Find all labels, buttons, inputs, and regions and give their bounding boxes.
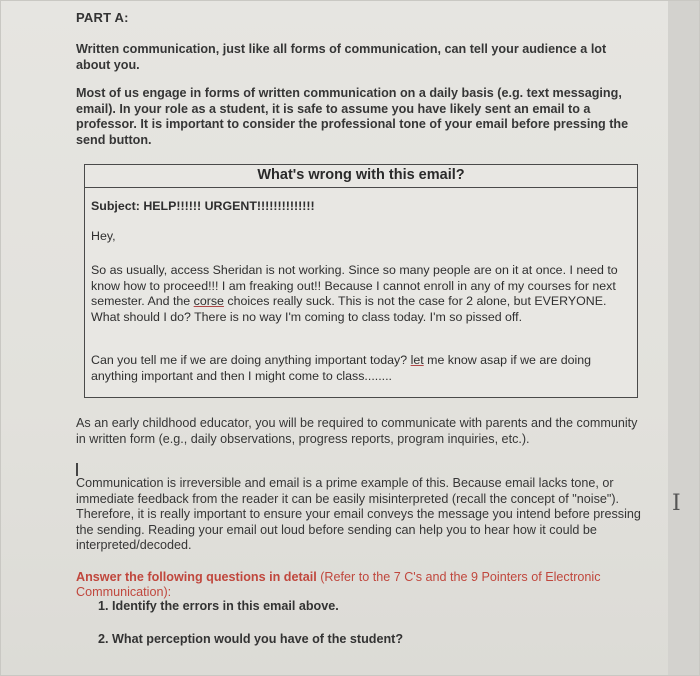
email-example-box [84, 164, 638, 398]
email-subject: Subject: HELP!!!!!! URGENT!!!!!!!!!!!!!! [91, 199, 315, 213]
email-box-title: What's wrong with this email? [85, 165, 637, 188]
email-body-text-end: choices really suck. This is not the case for 2 alone, but EVERYONE. What should I do? There is no way I'm coming to class today. I'm so pissed off. [91, 294, 607, 324]
misspelled-word: corse [193, 294, 224, 309]
intro-paragraph-1: Written communication, just like all forms of communication, can tell your audience a lot about you. [76, 42, 607, 72]
part-heading: PART A: [76, 10, 129, 25]
email-greeting: Hey, [91, 229, 116, 243]
email-body-text-start: So as usually, access Sheridan is not working. Since so many people are on it at once. I need to know how to proceed!!! I am freaking out!! Because I cannot enroll in any of my courses for next semester. And the [91, 263, 618, 309]
email-closing-text-start: Can you tell me if we are doing anything important today? [91, 353, 411, 367]
ibeam-cursor-icon: I [672, 491, 681, 516]
body-paragraph-communication: Communication is irreversible and email is a prime example of this. Because email lacks tone, or immediate feedback from the reader it can be easily misinterpreted (recall the concept of "noise"). Therefore, it is really important to ensure your email conveys the message you intend before pressing the sending. Reading your email out loud before sending can help you to hear how it could be interpreted/decoded. [76, 476, 641, 552]
body-paragraph-educator: As an early childhood educator, you will be required to communicate with parents and the community in written form (e.g., daily observations, progress reports, program inquiries, etc.). [76, 416, 638, 446]
instructions [76, 570, 636, 600]
question-1: 1. Identify the errors in this email above. [98, 599, 339, 613]
instructions-lead: Answer the following questions in detail [76, 570, 317, 584]
email-closing [91, 353, 631, 384]
misspelled-word: let [410, 353, 424, 367]
question-2: 2. What perception would you have of the student? [98, 632, 404, 646]
text-cursor [76, 463, 78, 476]
intro-paragraph-2: Most of us engage in forms of written communication on a daily basis (e.g. text messaging, email). In your role as a student, it is safe to assume you have likely sent an email to a professor. It is important to consider the professional tone of your email before pressing the send button. [76, 86, 629, 147]
instructions-reference: (Refer to the 7 C's and the 9 Pointers of Electronic Communication): [76, 570, 601, 599]
email-closing-text-end: me know asap if we are doing anything important and then I might come to class........ [91, 353, 592, 383]
email-body [91, 263, 631, 325]
